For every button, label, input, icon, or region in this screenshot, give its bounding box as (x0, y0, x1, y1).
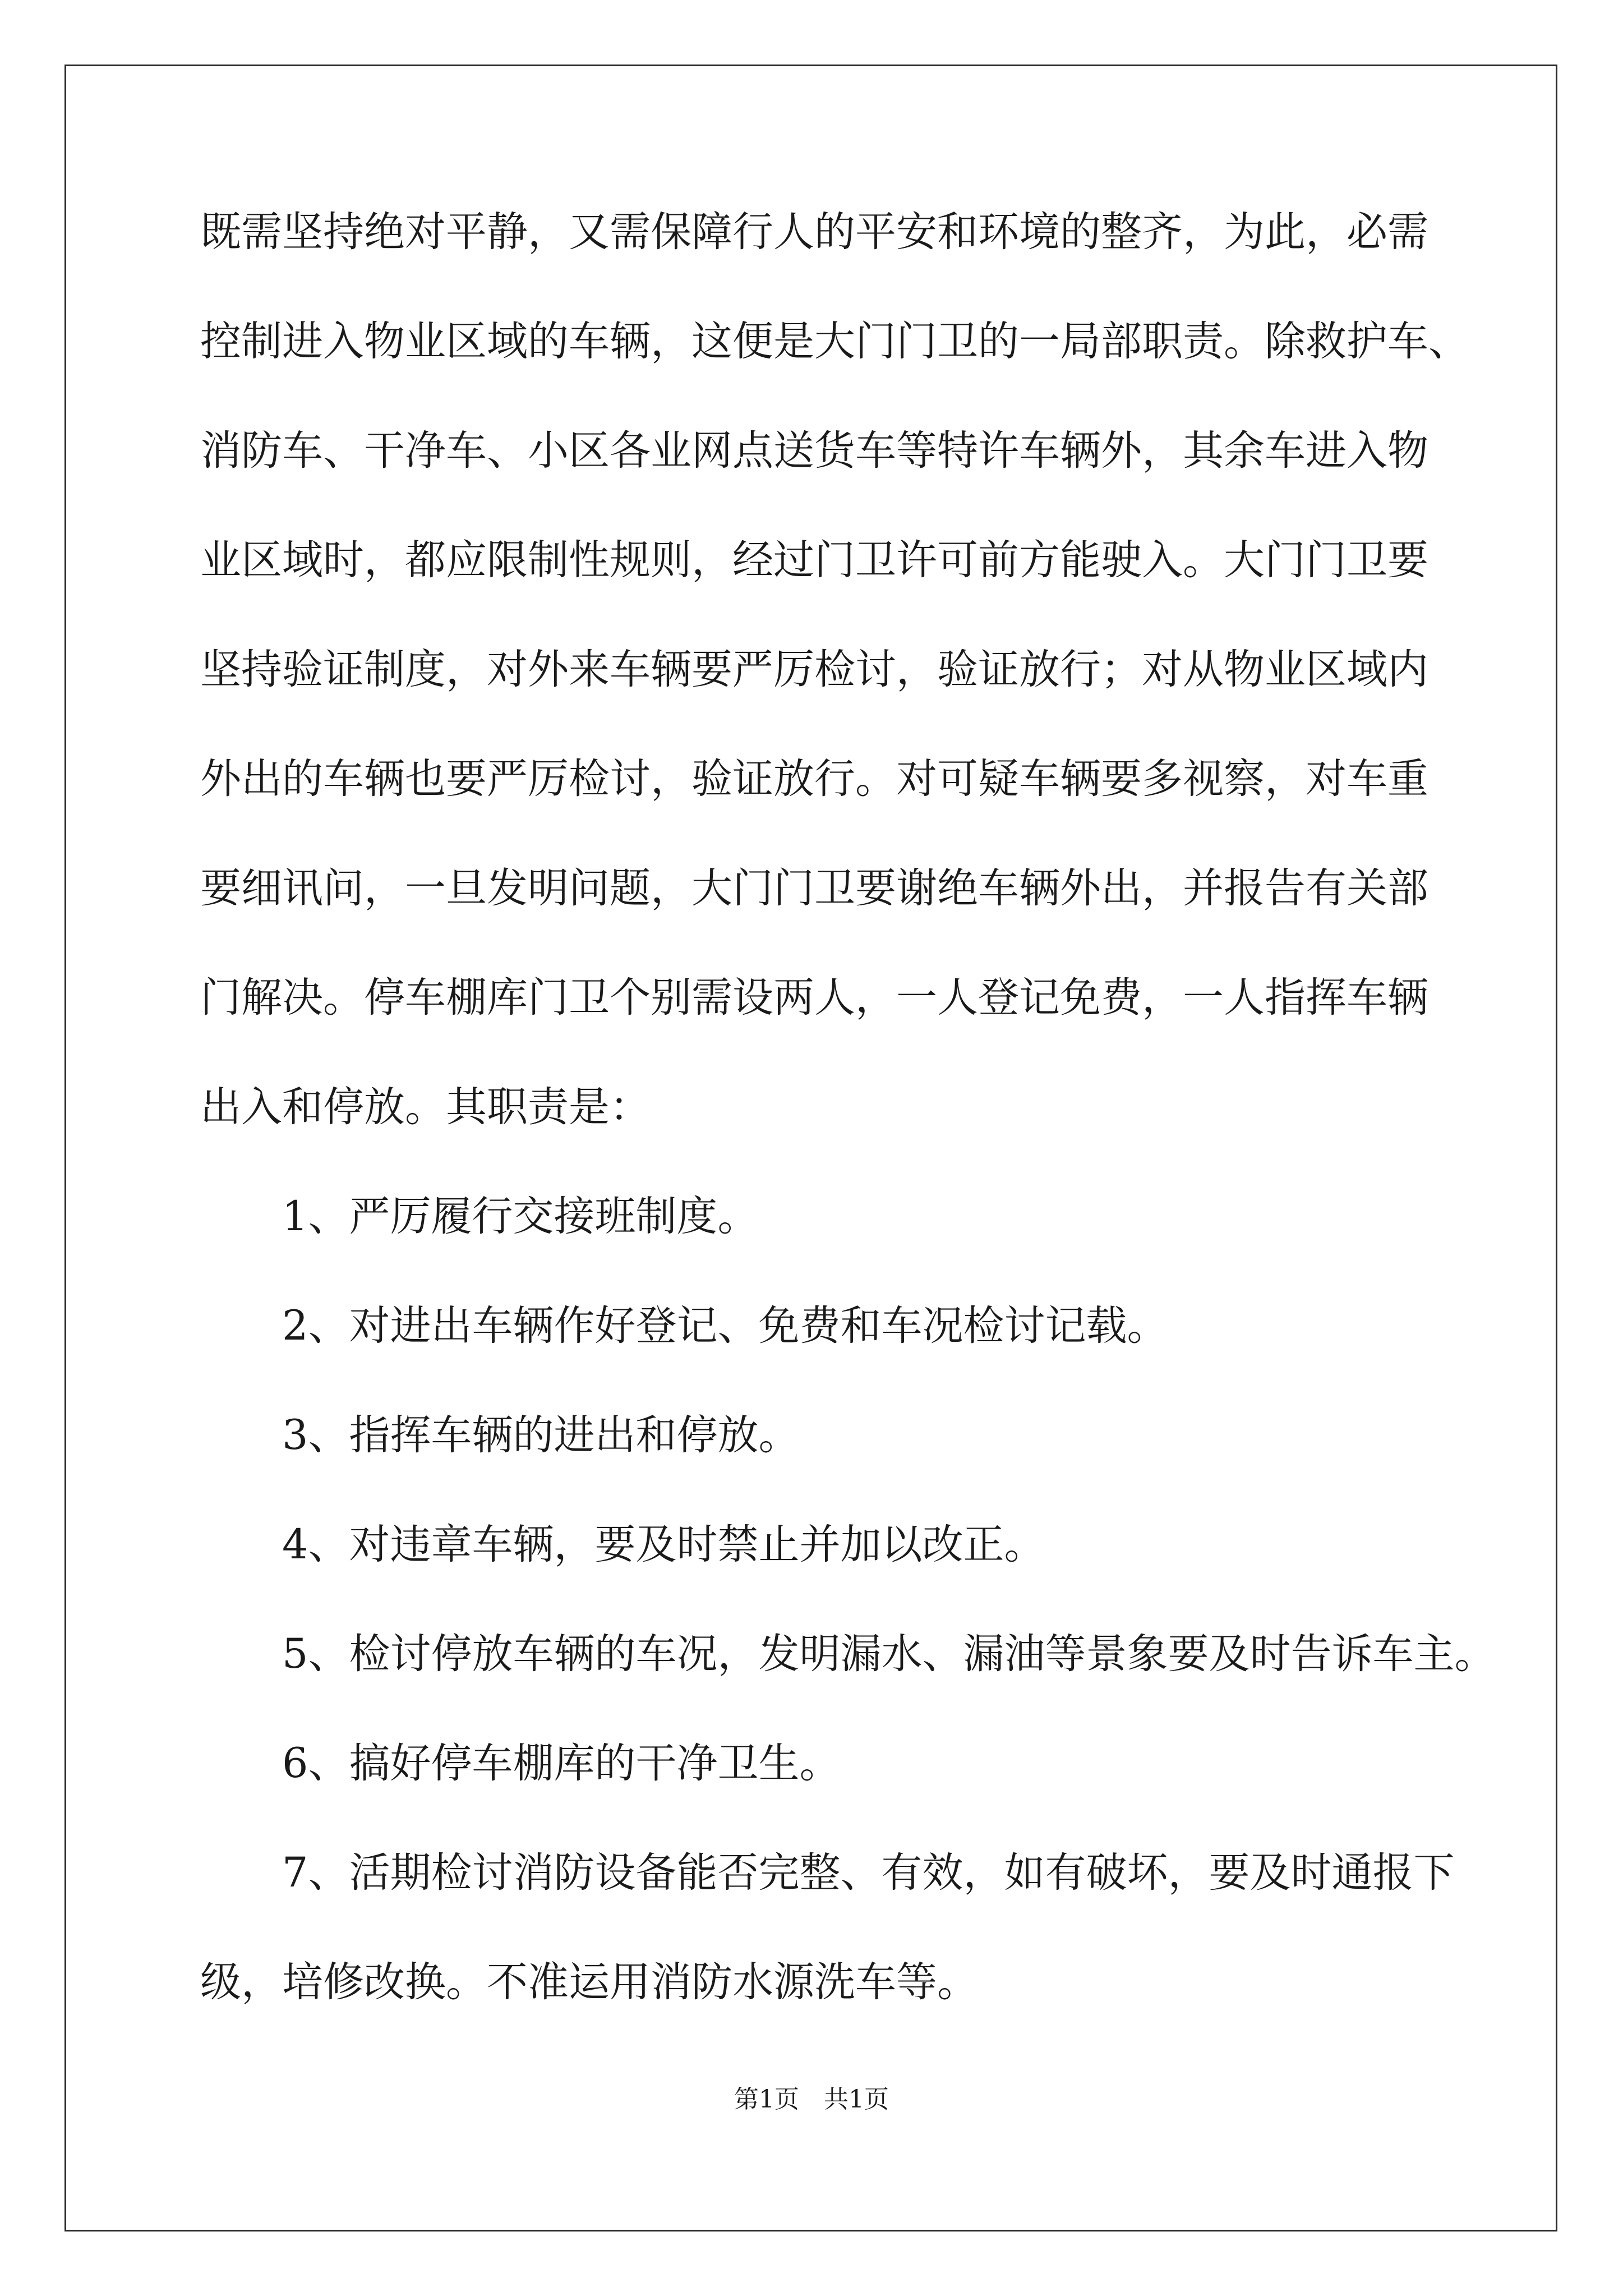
paragraph-line: 消防车、干净车、小区各业网点送货车等特许车辆外，其余车进入物 (200, 427, 1428, 475)
paragraph-line: 既需坚持绝对平静，又需保障行人的平安和环境的整齐，为此，必需 (200, 208, 1428, 256)
paragraph-line: 控制进入物业区域的车辆，这便是大门门卫的一局部职责。除救护车、 (200, 318, 1469, 365)
duty-item: 1、严厉履行交接班制度。 (282, 1193, 759, 1240)
paragraph-line: 门解决。停车棚库门卫个别需设两人，一人登记免费，一人指挥车辆 (200, 974, 1428, 1022)
duty-item-continuation: 级，培修改换。不准运用消防水源洗车等。 (200, 1958, 978, 2006)
paragraph-line: 坚持验证制度，对外来车辆要严厉检讨，验证放行；对从物业区域内 (200, 646, 1428, 693)
document-body (200, 208, 1496, 2071)
paragraph-line: 业区域时，都应限制性规则，经过门卫许可前方能驶入。大门门卫要 (200, 536, 1428, 584)
duty-item: 2、对进出车辆作好登记、免费和车况检讨记载。 (282, 1302, 1168, 1350)
duty-item: 5、检讨停放车辆的车况，发明漏水、漏油等景象要及时告诉车主。 (282, 1630, 1496, 1678)
duty-item: 7、活期检讨消防设备能否完整、有效，如有破坏，要及时通报下 (282, 1849, 1455, 1897)
page-footer (0, 2087, 1623, 2112)
duty-item: 3、指挥车辆的进出和停放。 (282, 1411, 800, 1459)
paragraph-line: 要细讯问，一旦发明问题，大门门卫要谢绝车辆外出，并报告有关部 (200, 864, 1428, 912)
paragraph-line: 外出的车辆也要严厉检讨，验证放行。对可疑车辆要多视察，对车重 (200, 755, 1428, 803)
page-number: 第1页 (734, 2085, 799, 2114)
page-total: 共1页 (824, 2085, 889, 2114)
paragraph-line: 出入和停放。其职责是： (200, 1083, 651, 1131)
duty-item: 4、对违章车辆，要及时禁止并加以改正。 (282, 1521, 1045, 1568)
duty-item: 6、搞好停车棚库的干净卫生。 (282, 1740, 841, 1787)
